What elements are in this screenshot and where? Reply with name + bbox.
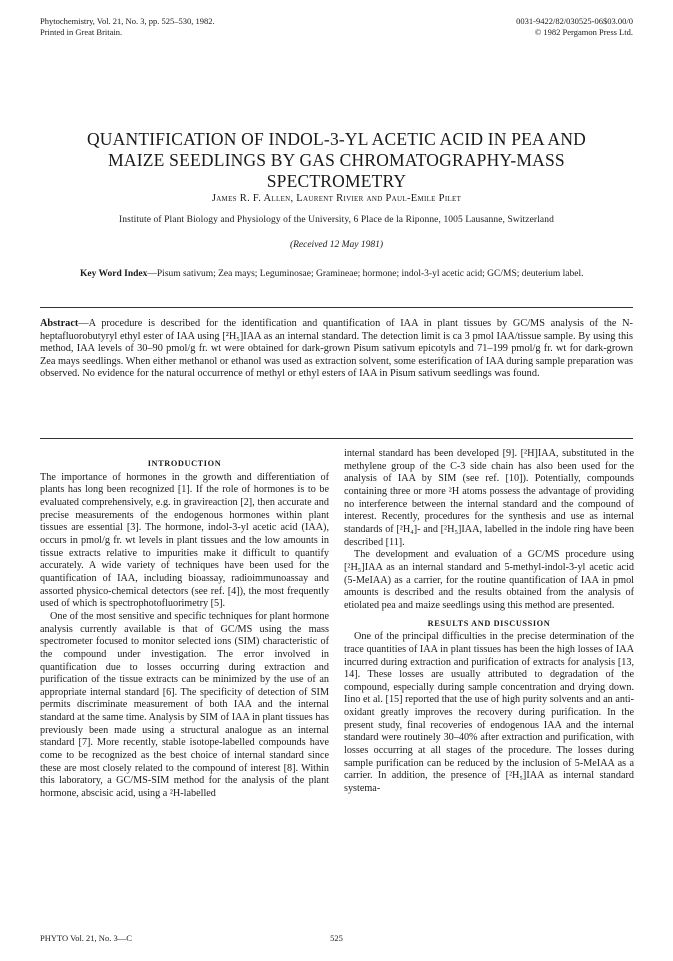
journal-citation: Phytochemistry, Vol. 21, No. 3, pp. 525–530, 1982. <box>40 16 215 26</box>
results-paragraph-1: One of the principal difficulties in the precise determination of the trace quantities of IAA in plant tissues has been the high losses of IAA incurred during extraction and purification of extracts for analysis [13, 14]. These losses are usually attributed to degradation of the compound, especially during sample concentration and drying down. Iino et al. [15] reported that the use of high purity solvents and an anti-oxidant greatly improves the recovery during purification. In the present study, final recoveries of endogenous IAA and the internal standard were routinely 30–40% after extraction and purification, with losses occurring at all stages of the procedure. The losses during sample purification can be reduced by the inclusion of 5-MeIAA as a carrier. In addition, the presence of [²H₅]IAA as internal standard systema- <box>344 631 634 795</box>
footer-journal-ref: PHYTO Vol. 21, No. 3—C <box>40 933 132 943</box>
intro-paragraph-4: The development and evaluation of a GC/MS procedure using [²H₅]IAA as an internal standard and 5-methyl-indol-3-yl acetic acid (5-MeIAA) as a carrier, for the routine quantification of IAA in pmol amounts is described and the results obtained from the analysis of etiolated pea and maize seedlings using this method are presented. <box>344 549 634 611</box>
introduction-heading: INTRODUCTION <box>147 459 222 468</box>
abstract <box>40 318 633 381</box>
copyright: © 1982 Pergamon Press Ltd. <box>534 27 633 37</box>
divider-bottom <box>40 438 633 439</box>
left-column <box>40 458 329 801</box>
abstract-label: Abstract <box>40 318 79 329</box>
intro-paragraph-2: One of the most sensitive and specific techniques for plant hormone analysis currently available is that of GC/MS using the mass spectrometer focused to monitor selected ions (SIM) characteristic of the compound under investigation. The error involved in quantification due to losses occurring during extraction and purification of the tissue extracts can be minimized by the use of an appropriate internal standard [6]. The specificity of detection of SIM permits discriminate measurement of both IAA and the internal standard at the same time. Analysis by SIM of IAA in plant tissues has previously been made using a structural analogue as an internal standard [7]. More recently, stable isotope-labelled compounds have come to be recognized as the best choice of internal standard since these are most closely related to the compound of interest [8]. Within this laboratory, a GC/MS-SIM method for the analysis of the plant hormone, abscisic acid, using a ²H-labelled <box>40 610 329 800</box>
right-column <box>344 448 634 796</box>
page-number: 525 <box>330 933 343 943</box>
affiliation: Institute of Plant Biology and Physiology of the University, 6 Place de la Riponne, 1005 Lausanne, Switzerland <box>119 215 554 225</box>
keywords-text: —Pisum sativum; Zea mays; Leguminosae; Gramineae; hormone; indol-3-yl acetic acid; GC/MS; deuterium label. <box>147 269 584 279</box>
results-heading: RESULTS AND DISCUSSION <box>427 618 551 628</box>
keywords <box>80 268 603 281</box>
abstract-text: —A procedure is described for the identification and quantification of IAA in plant tissues by GC/MS analysis of the N-heptafluorobutyryl ethyl ester of IAA using [²H₅]IAA as an internal standard. The detection limit is ca 3 pmol IAA/tissue sample. By using this method, IAA levels of 30–90 pmol/g fr. wt were obtained for dark-grown Pisum sativum epicotyls and 71–199 pmol/g fr. wt for dark-grown Zea mays seedlings. When either methanol or ethanol was used as extraction solvent, some esterification of IAA during sample preparation was observed. No evidence for the natural occurrence of methyl or ethyl esters of IAA in Pisum sativum seedlings was found. <box>40 318 633 380</box>
article-code: 0031-9422/82/030525-06$03.00/0 <box>516 16 633 26</box>
intro-paragraph-1: The importance of hormones in the growth and differentiation of plants has long been recognized [1]. If the role of hormones is to be evaluated comprehensively, e.g. in gravireaction [2], then accurate and precise measurements of the endogenous hormones within plant tissues are essential [3]. The hormone, indol-3-yl acetic acid (IAA), occurs in pmol/g fr. wt levels in plant tissues and the low amounts in tissue extracts relative to impurities make it difficult to quantify accurately. A wide variety of techniques have been used for the quantification of IAA, including bioassay, radioimmunoassay and assorted physico-chemical detectors (see ref. [4]), the most frequently used of which is spectrophotofluorimetry [5]. <box>40 471 329 610</box>
keywords-label: Key Word Index <box>80 269 148 279</box>
intro-paragraph-3: internal standard has been developed [9]. [²H]IAA, substituted in the methylene group of the C-3 side chain has also been used for the analysis of IAA by SIM (see ref. [10]). Potentially, compounds containing three or more ²H atoms possess the advantage of providing no interference between the internal standard and the compound of interest. Recently, procedures for the synthesis and use as internal standards of [²H₄]- and [²H₅]IAA, labelled in the indole ring have been described [11]. <box>344 448 634 548</box>
printed-in: Printed in Great Britain. <box>40 27 123 37</box>
authors: James R. F. Allen, Laurent Rivier and Paul-Emile Pilet <box>211 193 462 204</box>
received-date: (Received 12 May 1981) <box>289 240 384 250</box>
article-title: QUANTIFICATION OF INDOL-3-YL ACETIC ACID IN PEA AND MAIZE SEEDLINGS BY GAS CHROMATOGRAPHY-MASS SPECTROMETRY <box>86 128 587 191</box>
divider-top <box>40 307 633 308</box>
